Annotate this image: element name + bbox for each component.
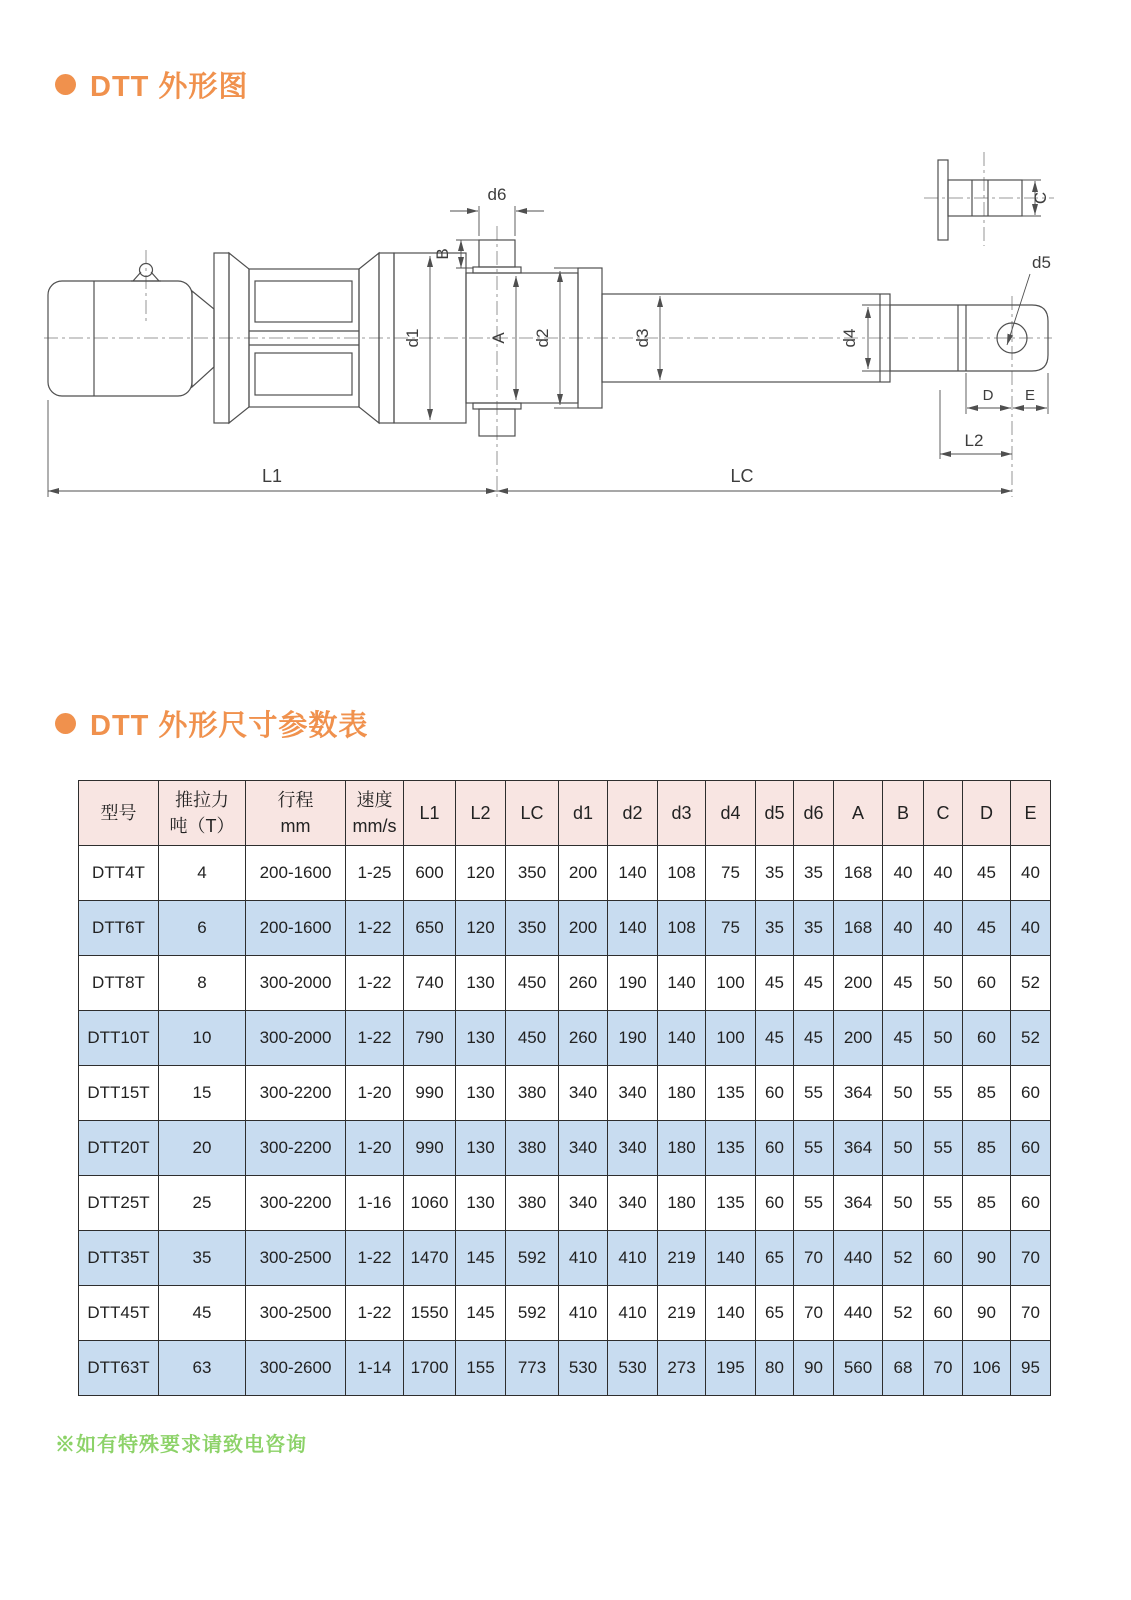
value-cell: 60: [963, 1011, 1011, 1066]
value-cell: 80: [756, 1341, 794, 1396]
value-cell: 340: [559, 1176, 608, 1231]
dim-label-c: C: [1031, 191, 1050, 205]
value-cell: 70: [794, 1231, 834, 1286]
value-cell: 145: [456, 1286, 506, 1341]
section-heading-table: [55, 703, 368, 744]
value-cell: 364: [834, 1121, 883, 1176]
value-cell: 340: [608, 1066, 658, 1121]
value-cell: 40: [883, 846, 924, 901]
table-row: [79, 1231, 1051, 1286]
value-cell: 600: [404, 846, 456, 901]
value-cell: 190: [608, 956, 658, 1011]
value-cell: 130: [456, 956, 506, 1011]
value-cell: 55: [924, 1121, 963, 1176]
col-header: L2: [456, 781, 506, 846]
value-cell: 85: [963, 1176, 1011, 1231]
value-cell: 300-2000: [246, 956, 346, 1011]
col-header: d1: [559, 781, 608, 846]
value-cell: 300-2600: [246, 1341, 346, 1396]
value-cell: 140: [706, 1286, 756, 1341]
value-cell: 450: [506, 956, 559, 1011]
value-cell: 410: [608, 1231, 658, 1286]
value-cell: 120: [456, 901, 506, 956]
table-row: [79, 1341, 1051, 1396]
value-cell: 1-22: [346, 956, 404, 1011]
col-header: 型号: [79, 781, 159, 846]
value-cell: 790: [404, 1011, 456, 1066]
value-cell: 200-1600: [246, 901, 346, 956]
value-cell: 530: [608, 1341, 658, 1396]
value-cell: 440: [834, 1286, 883, 1341]
value-cell: 200: [559, 846, 608, 901]
value-cell: 75: [706, 901, 756, 956]
section-title: DTT 外形尺寸参数表: [90, 710, 369, 742]
value-cell: 380: [506, 1121, 559, 1176]
dim-label-l2: L2: [964, 431, 984, 450]
value-cell: 130: [456, 1176, 506, 1231]
table-header-row: [79, 781, 1051, 846]
value-cell: 55: [794, 1176, 834, 1231]
table-row: [79, 1121, 1051, 1176]
value-cell: 40: [1011, 846, 1051, 901]
model-cell: DTT25T: [79, 1176, 159, 1231]
dim-label-d6: d6: [487, 185, 507, 204]
value-cell: 35: [159, 1231, 246, 1286]
value-cell: 145: [456, 1231, 506, 1286]
value-cell: 340: [608, 1176, 658, 1231]
value-cell: 70: [924, 1341, 963, 1396]
col-header: E: [1011, 781, 1051, 846]
value-cell: 45: [159, 1286, 246, 1341]
value-cell: 340: [559, 1066, 608, 1121]
value-cell: 168: [834, 846, 883, 901]
value-cell: 40: [883, 901, 924, 956]
section-title: DTT 外形图: [90, 71, 249, 103]
value-cell: 106: [963, 1341, 1011, 1396]
value-cell: 85: [963, 1066, 1011, 1121]
value-cell: 200: [834, 1011, 883, 1066]
value-cell: 190: [608, 1011, 658, 1066]
table-row: [79, 901, 1051, 956]
value-cell: 380: [506, 1176, 559, 1231]
col-header: 推拉力 吨（T）: [159, 781, 246, 846]
value-cell: 50: [924, 1011, 963, 1066]
col-header: d3: [658, 781, 706, 846]
value-cell: 200-1600: [246, 846, 346, 901]
value-cell: 60: [756, 1176, 794, 1231]
value-cell: 55: [924, 1066, 963, 1121]
value-cell: 90: [963, 1286, 1011, 1341]
value-cell: 364: [834, 1176, 883, 1231]
value-cell: 20: [159, 1121, 246, 1176]
value-cell: 100: [706, 956, 756, 1011]
outline-drawing: [0, 140, 1131, 520]
table-row: [79, 846, 1051, 901]
col-header: d6: [794, 781, 834, 846]
value-cell: 4: [159, 846, 246, 901]
value-cell: 592: [506, 1286, 559, 1341]
value-cell: 1-22: [346, 901, 404, 956]
value-cell: 60: [1011, 1176, 1051, 1231]
value-cell: 50: [883, 1121, 924, 1176]
value-cell: 1-20: [346, 1121, 404, 1176]
value-cell: 135: [706, 1066, 756, 1121]
value-cell: 60: [756, 1066, 794, 1121]
value-cell: 108: [658, 846, 706, 901]
table-row: [79, 1176, 1051, 1231]
value-cell: 773: [506, 1341, 559, 1396]
model-cell: DTT4T: [79, 846, 159, 901]
value-cell: 300-2200: [246, 1176, 346, 1231]
bullet-icon: [55, 74, 76, 95]
value-cell: 65: [756, 1286, 794, 1341]
value-cell: 168: [834, 901, 883, 956]
value-cell: 45: [756, 956, 794, 1011]
model-cell: DTT20T: [79, 1121, 159, 1176]
value-cell: 90: [794, 1341, 834, 1396]
model-cell: DTT6T: [79, 901, 159, 956]
value-cell: 450: [506, 1011, 559, 1066]
value-cell: 60: [1011, 1121, 1051, 1176]
value-cell: 70: [1011, 1231, 1051, 1286]
dim-label-b: B: [433, 248, 452, 260]
value-cell: 25: [159, 1176, 246, 1231]
value-cell: 1-14: [346, 1341, 404, 1396]
value-cell: 45: [883, 1011, 924, 1066]
col-header: 速度 mm/s: [346, 781, 404, 846]
model-cell: DTT10T: [79, 1011, 159, 1066]
value-cell: 75: [706, 846, 756, 901]
value-cell: 410: [559, 1231, 608, 1286]
dim-label-lc: LC: [730, 466, 754, 486]
value-cell: 108: [658, 901, 706, 956]
value-cell: 40: [1011, 901, 1051, 956]
value-cell: 155: [456, 1341, 506, 1396]
value-cell: 55: [794, 1121, 834, 1176]
value-cell: 52: [883, 1231, 924, 1286]
value-cell: 85: [963, 1121, 1011, 1176]
value-cell: 410: [559, 1286, 608, 1341]
value-cell: 340: [608, 1121, 658, 1176]
value-cell: 45: [963, 846, 1011, 901]
value-cell: 130: [456, 1011, 506, 1066]
value-cell: 990: [404, 1121, 456, 1176]
value-cell: 350: [506, 901, 559, 956]
value-cell: 45: [756, 1011, 794, 1066]
value-cell: 1-22: [346, 1231, 404, 1286]
dim-label-a: A: [489, 332, 508, 344]
value-cell: 45: [794, 1011, 834, 1066]
value-cell: 1-20: [346, 1066, 404, 1121]
col-header: D: [963, 781, 1011, 846]
dimension-table: [78, 780, 1051, 1396]
value-cell: 410: [608, 1286, 658, 1341]
value-cell: 8: [159, 956, 246, 1011]
value-cell: 130: [456, 1121, 506, 1176]
col-header: 行程 mm: [246, 781, 346, 846]
value-cell: 52: [1011, 1011, 1051, 1066]
value-cell: 140: [608, 901, 658, 956]
value-cell: 300-2000: [246, 1011, 346, 1066]
value-cell: 35: [794, 846, 834, 901]
value-cell: 300-2200: [246, 1121, 346, 1176]
col-header: LC: [506, 781, 559, 846]
value-cell: 200: [834, 956, 883, 1011]
pin-detail-view: [938, 160, 1022, 240]
dim-label-d3: d3: [633, 328, 652, 348]
value-cell: 1-22: [346, 1011, 404, 1066]
value-cell: 273: [658, 1341, 706, 1396]
value-cell: 260: [559, 956, 608, 1011]
value-cell: 70: [794, 1286, 834, 1341]
dim-label-e: E: [1024, 387, 1036, 404]
model-cell: DTT63T: [79, 1341, 159, 1396]
value-cell: 200: [559, 901, 608, 956]
dim-label-d1: d1: [403, 328, 422, 348]
dim-label-d4: d4: [840, 328, 859, 348]
value-cell: 1-25: [346, 846, 404, 901]
value-cell: 65: [756, 1231, 794, 1286]
value-cell: 364: [834, 1066, 883, 1121]
value-cell: 70: [1011, 1286, 1051, 1341]
table-row: [79, 956, 1051, 1011]
value-cell: 40: [924, 901, 963, 956]
value-cell: 990: [404, 1066, 456, 1121]
value-cell: 180: [658, 1066, 706, 1121]
value-cell: 180: [658, 1121, 706, 1176]
col-header: L1: [404, 781, 456, 846]
value-cell: 60: [1011, 1066, 1051, 1121]
center-lines: [44, 152, 1054, 497]
value-cell: 50: [883, 1066, 924, 1121]
value-cell: 60: [756, 1121, 794, 1176]
dim-label-d5: d5: [1032, 253, 1051, 272]
footnote: ※如有特殊要求请致电咨询: [55, 1434, 307, 1456]
value-cell: 130: [456, 1066, 506, 1121]
value-cell: 219: [658, 1231, 706, 1286]
value-cell: 440: [834, 1231, 883, 1286]
value-cell: 135: [706, 1121, 756, 1176]
col-header: d5: [756, 781, 794, 846]
value-cell: 1470: [404, 1231, 456, 1286]
model-cell: DTT15T: [79, 1066, 159, 1121]
value-cell: 52: [883, 1286, 924, 1341]
value-cell: 52: [1011, 956, 1051, 1011]
value-cell: 35: [756, 846, 794, 901]
value-cell: 55: [924, 1176, 963, 1231]
value-cell: 60: [924, 1231, 963, 1286]
value-cell: 560: [834, 1341, 883, 1396]
value-cell: 650: [404, 901, 456, 956]
value-cell: 300-2200: [246, 1066, 346, 1121]
col-header: B: [883, 781, 924, 846]
value-cell: 219: [658, 1286, 706, 1341]
dim-label-l1: L1: [261, 466, 283, 486]
col-header: C: [924, 781, 963, 846]
table-row: [79, 1011, 1051, 1066]
value-cell: 380: [506, 1066, 559, 1121]
value-cell: 140: [658, 956, 706, 1011]
model-cell: DTT45T: [79, 1286, 159, 1341]
dim-label-d2: d2: [533, 328, 552, 348]
value-cell: 45: [794, 956, 834, 1011]
value-cell: 45: [883, 956, 924, 1011]
dim-label-d: D: [982, 387, 994, 404]
value-cell: 60: [963, 956, 1011, 1011]
value-cell: 120: [456, 846, 506, 901]
model-cell: DTT35T: [79, 1231, 159, 1286]
value-cell: 300-2500: [246, 1231, 346, 1286]
value-cell: 63: [159, 1341, 246, 1396]
value-cell: 60: [924, 1286, 963, 1341]
bullet-icon: [55, 713, 76, 734]
value-cell: 300-2500: [246, 1286, 346, 1341]
value-cell: 35: [794, 901, 834, 956]
value-cell: 68: [883, 1341, 924, 1396]
value-cell: 1550: [404, 1286, 456, 1341]
table-row: [79, 1066, 1051, 1121]
value-cell: 195: [706, 1341, 756, 1396]
value-cell: 340: [559, 1121, 608, 1176]
motor: [48, 264, 192, 397]
value-cell: 740: [404, 956, 456, 1011]
value-cell: 6: [159, 901, 246, 956]
value-cell: 260: [559, 1011, 608, 1066]
value-cell: 135: [706, 1176, 756, 1231]
value-cell: 1700: [404, 1341, 456, 1396]
value-cell: 140: [608, 846, 658, 901]
value-cell: 1-22: [346, 1286, 404, 1341]
value-cell: 45: [963, 901, 1011, 956]
table-row: [79, 1286, 1051, 1341]
value-cell: 140: [658, 1011, 706, 1066]
value-cell: 15: [159, 1066, 246, 1121]
col-header: d2: [608, 781, 658, 846]
value-cell: 530: [559, 1341, 608, 1396]
value-cell: 50: [924, 956, 963, 1011]
value-cell: 50: [883, 1176, 924, 1231]
col-header: d4: [706, 781, 756, 846]
value-cell: 95: [1011, 1341, 1051, 1396]
value-cell: 350: [506, 846, 559, 901]
value-cell: 10: [159, 1011, 246, 1066]
col-header: A: [834, 781, 883, 846]
value-cell: 140: [706, 1231, 756, 1286]
section-heading-outline: [55, 64, 248, 105]
value-cell: 1-16: [346, 1176, 404, 1231]
model-cell: DTT8T: [79, 956, 159, 1011]
value-cell: 1060: [404, 1176, 456, 1231]
value-cell: 35: [756, 901, 794, 956]
value-cell: 55: [794, 1066, 834, 1121]
value-cell: 90: [963, 1231, 1011, 1286]
value-cell: 180: [658, 1176, 706, 1231]
value-cell: 100: [706, 1011, 756, 1066]
value-cell: 40: [924, 846, 963, 901]
value-cell: 592: [506, 1231, 559, 1286]
